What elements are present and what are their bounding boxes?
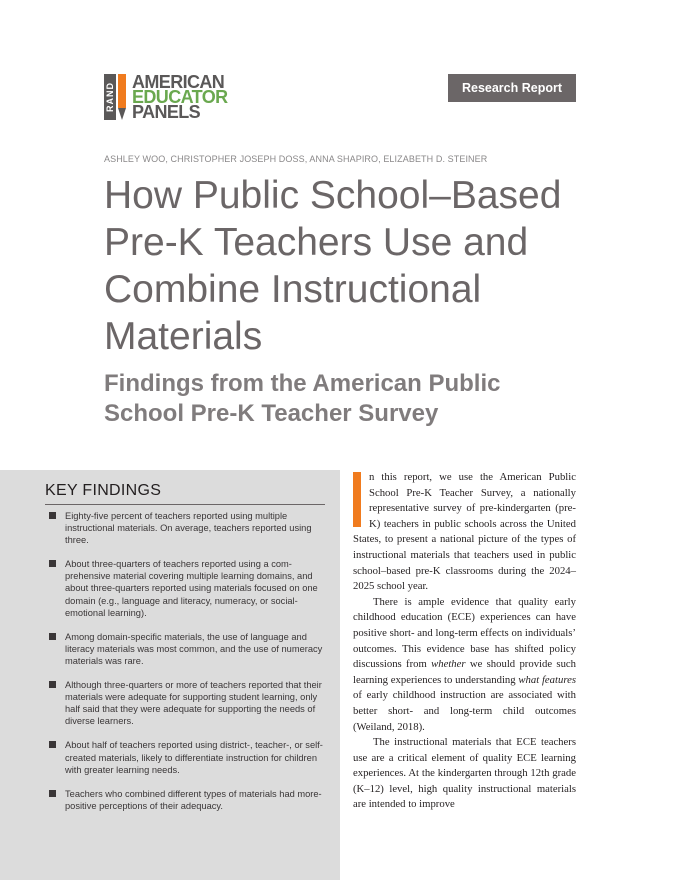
logo-word-panels: PANELS xyxy=(132,102,201,122)
square-bullet-icon xyxy=(49,741,56,748)
body-paragraph-2 xyxy=(353,595,576,735)
square-bullet-icon xyxy=(49,512,56,519)
drop-cap-bar xyxy=(353,472,361,527)
square-bullet-icon xyxy=(49,790,56,797)
rand-aep-logo xyxy=(104,74,234,120)
finding-item xyxy=(49,510,325,546)
paragraph-text: of early childhood instruction are associated with better short- and long-term child outcomes (Weiland, 2018). xyxy=(353,689,576,733)
logo-word-american: AMERICAN xyxy=(132,72,225,92)
finding-item xyxy=(49,558,325,618)
key-findings-heading: KEY FINDINGS xyxy=(45,482,325,505)
italic-text: whether xyxy=(431,658,466,671)
paragraph-text: The instructional materials that ECE teachers use are a critical element of quality ECE learning experiences. At the kindergarten through 12th grade (K–12) level, high quality instructional materials are intended to improve xyxy=(353,736,576,811)
paragraph-text: n this report, we use the American Public School Pre-K Teacher Survey, a nationally representative survey of pre-kindergarten (pre-K) teachers in public schools across the United States, to present a national picture of the types of instructional materials that teachers used in public school–based pre-K classrooms during the 2024–2025 school year. xyxy=(353,471,576,593)
rand-logo-text: RAND xyxy=(105,82,115,112)
square-bullet-icon xyxy=(49,560,56,567)
body-paragraph-3 xyxy=(353,735,576,813)
body-text-column xyxy=(353,470,576,813)
finding-text: Although three-quarters or more of teachers reported that their materials were adequate for supporting student learning, only half said that they were adequate for supporting the needs of diverse learners. xyxy=(65,680,322,727)
finding-item xyxy=(49,631,325,667)
italic-text: what features xyxy=(518,673,576,686)
logo-word-educator: EDUCATOR xyxy=(132,87,228,107)
report-title: How Public School–Based Pre-K Teachers Use and Combine Instructional Materials xyxy=(104,174,562,358)
paragraph-text: There is ample evidence that quality early childhood education (ECE) experiences can have positive short- and long-term effects on individuals’ outcomes. This evidence base has shifted policy discussions from xyxy=(353,595,576,671)
finding-item xyxy=(49,679,325,727)
finding-text: Teachers who combined different types of materials had more-positive perceptions of their adequacy. xyxy=(65,788,322,811)
square-bullet-icon xyxy=(49,633,56,640)
pencil-icon xyxy=(117,74,127,120)
finding-text: About half of teachers reported using district-, teacher-, or self-created materials, likely to differentiate instruction for children with greater learning needs. xyxy=(65,740,323,775)
key-findings-list xyxy=(49,510,325,824)
finding-item xyxy=(49,788,325,812)
report-subtitle: Findings from the American Public School Pre-K Teacher Survey xyxy=(104,370,501,427)
finding-text: About three-quarters of teachers reported using a comprehensive material covering multiple learning domains, and about three-quarters reported using materials focused on one domain (e.g., language and literacy, numeracy, or social-emotional learning). xyxy=(65,559,318,618)
paragraph-text: we should provide such learning experiences to understanding xyxy=(353,658,577,686)
square-bullet-icon xyxy=(49,681,56,688)
body-paragraph-1 xyxy=(353,470,576,595)
finding-text: Among domain-specific materials, the use of language and literacy materials was most common, and the use of numeracy materials was rare. xyxy=(65,631,323,666)
key-findings-panel xyxy=(0,470,340,880)
report-type-badge: Research Report xyxy=(448,74,576,102)
finding-item xyxy=(49,739,325,775)
author-list: ASHLEY WOO, CHRISTOPHER JOSEPH DOSS, ANNA SHAPIRO, ELIZABETH D. STEINER xyxy=(104,154,488,164)
finding-text: Eighty-five percent of teachers reported using multiple instructional materials. On average, teachers reported using three. xyxy=(65,511,312,546)
